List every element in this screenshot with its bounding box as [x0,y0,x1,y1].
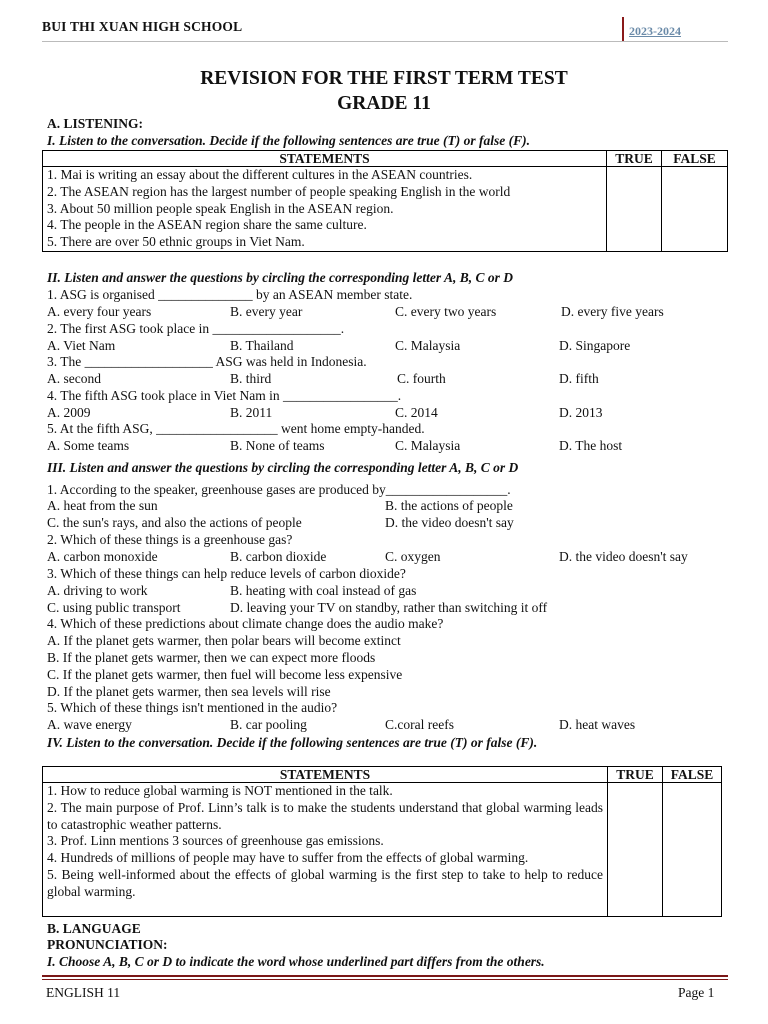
part-iv-table [42,766,722,917]
section-b-heading: B. LANGUAGE [47,921,141,936]
false-header: FALSE [663,767,722,783]
part-ii-instruction: II. Listen and answer the questions by circling the corresponding letter A, B, C or D [47,270,514,285]
option-a[interactable]: A. Some teams [47,438,130,453]
option-a[interactable]: A. driving to work [47,583,148,598]
footer-subject: ENGLISH 11 [46,985,121,1000]
option-c[interactable]: C. 2014 [395,405,438,420]
option-b[interactable]: B. 2011 [230,405,273,420]
option-c[interactable]: C. Malaysia [395,338,461,353]
school-year: 2023-2024 [629,24,681,38]
statement-3: 3. Prof. Linn mentions 3 sources of greenhouse gas emissions. [47,833,384,849]
option-c[interactable]: C.coral reefs [385,717,454,732]
option-d[interactable]: D. heat waves [559,717,636,732]
option-d[interactable]: D. The host [559,438,623,453]
statements-header: STATEMENTS [43,151,607,167]
option-b[interactable]: B. carbon dioxide [230,549,327,564]
question: 2. The first ASG took place in ___________________. [47,321,345,336]
footer-divider [42,975,728,977]
option-a[interactable]: A. Viet Nam [47,338,116,353]
option-a[interactable]: A. heat from the sun [47,498,158,513]
option-b[interactable]: B. If the planet gets warmer, then we can expect more floods [47,650,376,665]
option-b[interactable]: B. third [230,371,272,386]
option-a[interactable]: A. If the planet gets warmer, then polar bears will become extinct [47,633,401,648]
option-c[interactable]: C. every two years [395,304,497,319]
true-answer-cell[interactable] [607,167,662,252]
option-d[interactable]: D. Singapore [559,338,631,353]
question: 3. The ___________________ ASG was held in Indonesia. [47,354,367,369]
option-b[interactable]: B. heating with coal instead of gas [230,583,417,598]
statement-1: 1. How to reduce global warming is NOT mentioned in the talk. [47,783,393,798]
footer-divider-thin [42,979,728,980]
statements-cell [43,783,608,917]
part-i-table [42,150,728,252]
option-d[interactable]: D. 2013 [559,405,603,420]
option-d[interactable]: D. the video doesn't say [559,549,688,564]
part-i-instruction: I. Listen to the conversation. Decide if the following sentences are true (T) or false (F). [47,133,530,148]
question: 4. The fifth ASG took place in Viet Nam in _________________. [47,388,402,403]
option-a[interactable]: A. 2009 [47,405,91,420]
question: 5. At the fifth ASG, __________________ went home empty-handed. [47,421,425,436]
option-b[interactable]: B. Thailand [230,338,294,353]
statement-4: 4. Hundreds of millions of people may have to suffer from the effects of global warming. [47,850,529,866]
option-b[interactable]: B. None of teams [230,438,325,453]
statement-1: 1. Mai is writing an essay about the different cultures in the ASEAN countries. [47,167,473,182]
option-d[interactable]: D. fifth [559,371,599,386]
option-d[interactable]: D. every five years [561,304,664,319]
statement-4: 4. The people in the ASEAN region share the same culture. [47,217,367,233]
statement-2: 2. The ASEAN region has the largest number of people speaking English in the world [47,183,511,199]
option-b[interactable]: B. every year [230,304,303,319]
school-name: BUI THI XUAN HIGH SCHOOL [42,19,243,34]
option-c[interactable]: C. fourth [397,371,446,386]
statements-cell [43,167,607,252]
false-header: FALSE [662,151,728,167]
true-answer-cell[interactable] [608,783,663,917]
pronunciation-heading: PRONUNCIATION: [47,937,168,952]
page-number: Page 1 [678,985,715,1000]
option-d[interactable]: D. If the planet gets warmer, then sea levels will rise [47,684,331,699]
false-answer-cell[interactable] [663,783,722,917]
option-c[interactable]: C. Malaysia [395,438,461,453]
option-c[interactable]: C. oxygen [385,549,441,564]
statement-5: 5. Being well-informed about the effects of global warming is the first step to take to help to reduce global warming. [47,866,603,899]
question: 3. Which of these things can help reduce levels of carbon dioxide? [47,566,406,581]
page-subtitle: GRADE 11 [337,93,431,114]
header-divider [42,41,728,42]
statement-2: 2. The main purpose of Prof. Linn’s talk is to make the students understand that global warming leads to catastrophic weather patterns. [47,799,603,832]
option-c[interactable]: C. If the planet gets warmer, then fuel will become less expensive [47,667,403,682]
option-b[interactable]: B. car pooling [230,717,307,732]
true-header: TRUE [607,151,662,167]
part-iii-instruction: III. Listen and answer the questions by circling the corresponding letter A, B, C or D [47,460,519,475]
statement-5: 5. There are over 50 ethnic groups in Viet Nam. [47,234,305,250]
question: 1. ASG is organised ______________ by an ASEAN member state. [47,287,413,302]
question: 1. According to the speaker, greenhouse gases are produced by__________________. [47,482,511,497]
option-a[interactable]: A. second [47,371,101,386]
option-d[interactable]: D. the video doesn't say [385,515,514,530]
option-a[interactable]: A. wave energy [47,717,132,732]
page-title: REVISION FOR THE FIRST TERM TEST [200,68,568,89]
pronunciation-instruction: I. Choose A, B, C or D to indicate the word whose underlined part differs from the others. [47,954,545,969]
option-d[interactable]: D. leaving your TV on standby, rather than switching it off [230,600,548,615]
option-c[interactable]: C. the sun's rays, and also the actions of people [47,515,302,530]
question: 2. Which of these things is a greenhouse gas? [47,532,293,547]
question: 4. Which of these predictions about climate change does the audio make? [47,616,444,631]
statement-3: 3. About 50 million people speak English in the ASEAN region. [47,200,394,216]
option-a[interactable]: A. every four years [47,304,152,319]
option-a[interactable]: A. carbon monoxide [47,549,158,564]
statements-header: STATEMENTS [43,767,608,783]
true-header: TRUE [608,767,663,783]
question: 5. Which of these things isn't mentioned in the audio? [47,700,338,715]
part-iv-instruction: IV. Listen to the conversation. Decide if the following sentences are true (T) or false (F). [47,735,538,750]
header-accent-bar [622,17,624,42]
option-b[interactable]: B. the actions of people [385,498,513,513]
false-answer-cell[interactable] [662,167,728,252]
option-c[interactable]: C. using public transport [47,600,181,615]
section-a-heading: A. LISTENING: [47,116,144,131]
